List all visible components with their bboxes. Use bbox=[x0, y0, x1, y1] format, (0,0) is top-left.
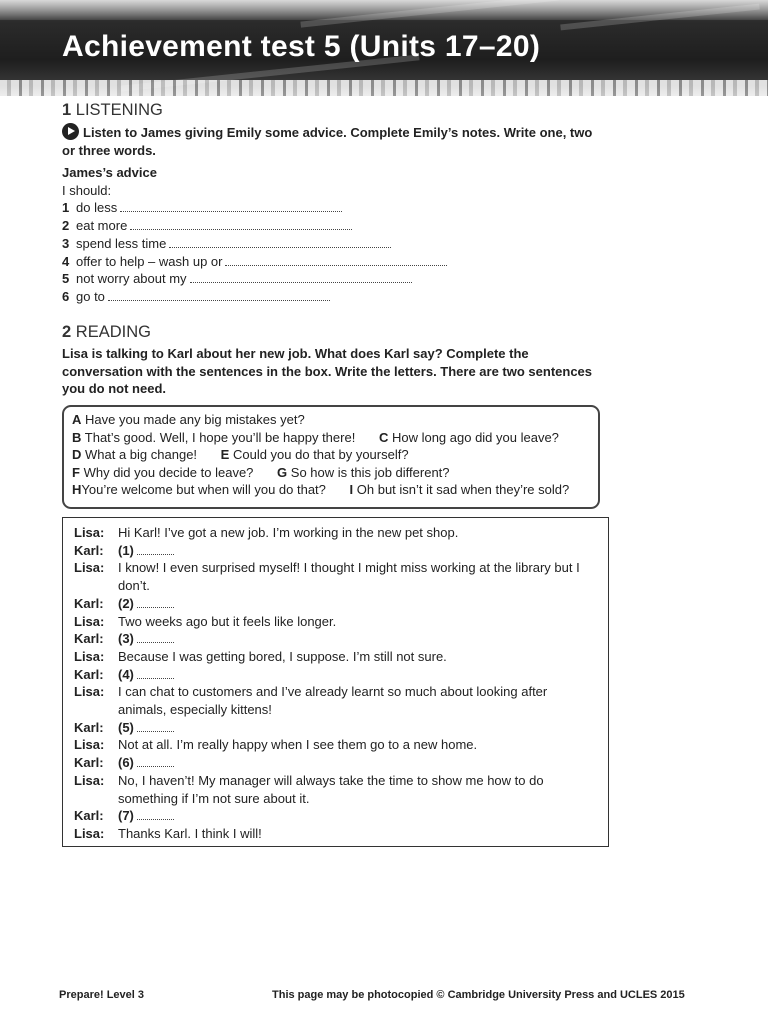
dialogue-text: Because I was getting bored, I suppose. I’m still not sure. bbox=[118, 648, 447, 664]
speaker-label: Karl: bbox=[74, 808, 104, 824]
section-number: 2 bbox=[62, 323, 72, 341]
dialogue-text: Thanks Karl. I think I will! bbox=[118, 825, 262, 841]
speaker-label: Lisa: bbox=[74, 560, 105, 576]
speaker-label: Lisa: bbox=[74, 613, 105, 629]
notes-heading: James’s advice bbox=[62, 165, 157, 180]
speaker-label: Lisa: bbox=[74, 648, 105, 664]
answer-blank[interactable] bbox=[137, 721, 174, 732]
gap-number: (5) bbox=[118, 719, 134, 735]
answer-blank[interactable] bbox=[137, 668, 174, 679]
speaker-label: Lisa: bbox=[74, 684, 105, 700]
dialogue-line bbox=[74, 719, 598, 737]
answer-blank[interactable] bbox=[137, 632, 174, 643]
speaker-label: Lisa: bbox=[74, 737, 105, 753]
conversation-box bbox=[62, 517, 609, 847]
gap-number: (1) bbox=[118, 542, 134, 558]
section-name: LISTENING bbox=[75, 101, 163, 119]
option-text: You’re welcome but when will you do that? bbox=[81, 482, 326, 498]
option-text: How long ago did you leave? bbox=[391, 429, 559, 445]
gap-number: (3) bbox=[118, 631, 134, 647]
speaker-label: Lisa: bbox=[74, 525, 105, 540]
option-letter: G bbox=[277, 464, 288, 480]
gap-number: (6) bbox=[118, 755, 134, 771]
reading-instruction: Lisa is talking to Karl about her new job. What does Karl say? Complete the conversation with the sentences in the box. Write the letters. There are two sentences you do not need. bbox=[62, 346, 593, 396]
dialogue-line bbox=[74, 683, 598, 718]
dialogue-gap bbox=[118, 542, 598, 560]
dialogue-text: No, I haven’t! My manager will always take the time to show me how to do something if I’m not sure about it. bbox=[118, 772, 544, 806]
note-number: 5 bbox=[62, 271, 70, 287]
note-number: 6 bbox=[62, 288, 70, 304]
dialogue-text: Not at all. I’m really happy when I see them go to a new home. bbox=[118, 737, 478, 753]
option-row bbox=[72, 464, 590, 482]
option-letter: F bbox=[72, 464, 80, 480]
speaker-label: Lisa: bbox=[74, 825, 105, 841]
dialogue-line bbox=[74, 524, 598, 542]
option-text: Why did you decide to leave? bbox=[83, 464, 254, 480]
option-letter: A bbox=[72, 412, 82, 427]
footer-copyright: This page may be photocopied © Cambridge University Press and UCLES 2015 bbox=[272, 989, 685, 1001]
gap-number: (4) bbox=[118, 666, 134, 682]
option-row bbox=[72, 481, 590, 499]
note-number: 2 bbox=[62, 218, 70, 234]
note-number: 3 bbox=[62, 235, 70, 251]
option-text: Oh but isn’t it sad when they’re sold? bbox=[356, 482, 570, 498]
answer-blank[interactable] bbox=[130, 219, 352, 230]
note-item bbox=[62, 199, 562, 217]
notes-list bbox=[62, 199, 562, 305]
speaker-label: Karl: bbox=[74, 755, 104, 771]
answer-blank[interactable] bbox=[137, 544, 174, 555]
dialogue-gap bbox=[118, 630, 598, 648]
dialogue-gap bbox=[118, 595, 598, 613]
listening-instruction-text: Listen to James giving Emily some advice. Complete Emily’s notes. Write one, two or three words. bbox=[62, 125, 593, 158]
dialogue-gap bbox=[118, 754, 598, 772]
answer-blank[interactable] bbox=[225, 255, 447, 266]
speaker-label: Karl: bbox=[74, 595, 104, 611]
footer-level: Prepare! Level 3 bbox=[59, 989, 144, 1001]
dialogue-text: I know! I even surprised myself! I thought I might miss working at the library but I don’t. bbox=[118, 560, 580, 594]
option-letter: E bbox=[220, 447, 230, 463]
audio-play-icon[interactable] bbox=[62, 123, 79, 140]
option-letter: B bbox=[72, 429, 82, 445]
option-letter: D bbox=[72, 447, 82, 463]
option-row bbox=[72, 429, 590, 447]
notes-block bbox=[62, 164, 562, 306]
dialogue-line bbox=[74, 648, 598, 666]
note-item bbox=[62, 270, 562, 288]
dialogue-line bbox=[74, 559, 598, 594]
dialogue-text: Two weeks ago but it feels like longer. bbox=[118, 613, 337, 629]
gap-number: (7) bbox=[118, 808, 134, 824]
dialogue-text: Hi Karl! I’ve got a new job. I’m working in the new pet shop. bbox=[118, 525, 459, 540]
answer-blank[interactable] bbox=[137, 756, 174, 767]
dialogue-line bbox=[74, 613, 598, 631]
answer-blank[interactable] bbox=[137, 809, 174, 820]
dialogue-line bbox=[74, 754, 598, 772]
answer-blank[interactable] bbox=[108, 290, 330, 301]
option-text: What a big change! bbox=[85, 447, 198, 463]
dialogue-text: I can chat to customers and I’ve already learnt so much about looking after animals, especially kittens! bbox=[118, 684, 548, 718]
banner-torn-edge bbox=[0, 80, 768, 96]
option-row bbox=[72, 411, 590, 429]
note-item bbox=[62, 253, 562, 271]
speaker-label: Karl: bbox=[74, 542, 104, 558]
answer-blank[interactable] bbox=[190, 272, 412, 283]
option-letter: C bbox=[378, 429, 389, 445]
section-name: READING bbox=[75, 323, 151, 341]
option-text: So how is this job different? bbox=[290, 464, 450, 480]
note-text: spend less time bbox=[76, 235, 167, 251]
note-text: go to bbox=[76, 288, 105, 304]
note-item bbox=[62, 288, 562, 306]
note-item bbox=[62, 235, 562, 253]
speaker-label: Lisa: bbox=[74, 772, 105, 788]
note-number: 1 bbox=[62, 200, 70, 216]
dialogue-gap bbox=[118, 719, 598, 737]
speaker-label: Karl: bbox=[74, 666, 104, 682]
dialogue-line bbox=[74, 736, 598, 754]
dialogue-line bbox=[74, 807, 598, 825]
notes-intro: I should: bbox=[62, 182, 112, 198]
answer-blank[interactable] bbox=[169, 237, 391, 248]
option-letter: H bbox=[72, 482, 82, 498]
answer-blank[interactable] bbox=[137, 597, 174, 608]
note-text: do less bbox=[76, 200, 118, 216]
header-banner bbox=[0, 0, 768, 96]
option-row bbox=[72, 446, 590, 464]
dialogue-gap bbox=[118, 666, 598, 684]
listening-instruction bbox=[62, 123, 602, 159]
page-title: Achievement test 5 (Units 17–20) bbox=[62, 30, 541, 63]
note-number: 4 bbox=[62, 253, 70, 269]
option-letter: I bbox=[349, 482, 354, 498]
reading-section-title bbox=[62, 323, 151, 342]
section-number: 1 bbox=[62, 101, 72, 119]
dialogue-line bbox=[74, 825, 598, 843]
speaker-label: Karl: bbox=[74, 719, 104, 735]
dialogue-line bbox=[74, 595, 598, 613]
dialogue-line bbox=[74, 630, 598, 648]
sentence-options-box bbox=[62, 405, 600, 509]
dialogue-line bbox=[74, 772, 598, 807]
note-item bbox=[62, 217, 562, 235]
note-text: not worry about my bbox=[76, 271, 187, 287]
listening-section-title bbox=[62, 101, 163, 120]
note-text: eat more bbox=[76, 218, 128, 234]
dialogue-line bbox=[74, 666, 598, 684]
dialogue-gap bbox=[118, 807, 598, 825]
answer-blank[interactable] bbox=[120, 201, 342, 212]
option-text: Could you do that by yourself? bbox=[232, 447, 409, 463]
note-text: offer to help – wash up or bbox=[76, 253, 223, 269]
speaker-label: Karl: bbox=[74, 631, 104, 647]
option-text: Have you made any big mistakes yet? bbox=[85, 412, 305, 427]
gap-number: (2) bbox=[118, 595, 134, 611]
dialogue-line bbox=[74, 542, 598, 560]
option-text: That’s good. Well, I hope you’ll be happy there! bbox=[84, 429, 356, 445]
